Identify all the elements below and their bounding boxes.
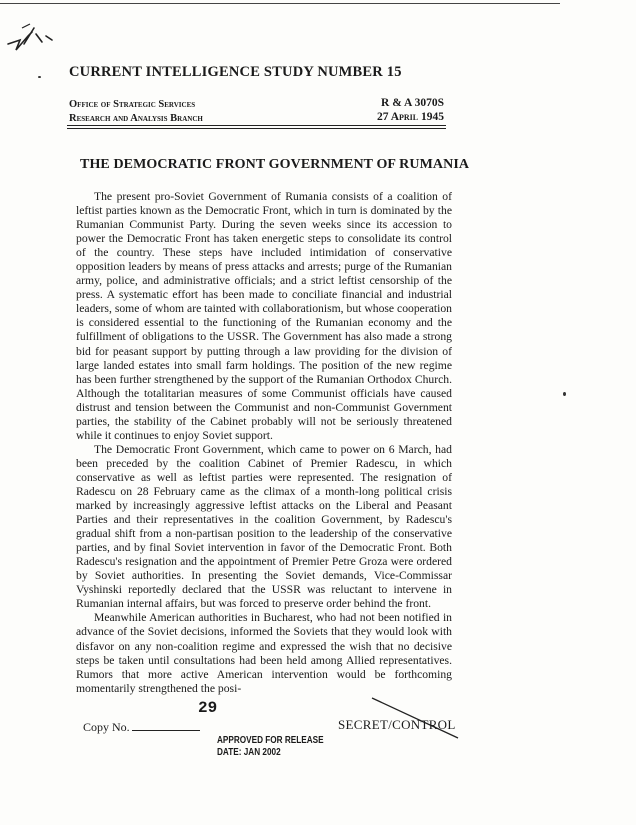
copy-number-field — [83, 720, 200, 735]
report-meta-block — [370, 96, 444, 124]
header-rule-top — [67, 125, 446, 126]
scan-speck — [38, 76, 41, 78]
copy-blank-line — [132, 721, 200, 731]
issuing-office-block — [69, 98, 203, 126]
top-edge-line — [0, 3, 560, 4]
copy-number-handwritten: 29 — [198, 699, 218, 717]
study-title: CURRENT INTELLIGENCE STUDY NUMBER 15 — [69, 64, 402, 80]
document-title: THE DEMOCRATIC FRONT GOVERNMENT OF RUMANIA — [80, 157, 470, 172]
paragraph: Meanwhile American authorities in Bucharest, who had not been notified in advance of the Soviet decisions, informed the Soviets that they would look with disfavor on any non-coalition regime and expressed the wish that no decisive steps be taken until consultations had been held among Allied representatives. Rumors that more active American intervention would be forthcoming momentarily strengthened the posi- — [76, 611, 452, 695]
paragraph: The present pro-Soviet Government of Rumania consists of a coalition of leftist parties known as the Democratic Front, which in turn is dominated by the Rumanian Communist Party. During the seven weeks since its accession to power the Democratic Front has taken energetic steps to consolidate its control of the country. These steps have included intimidation of conservative opposition leaders by means of press attacks and arrests; purge of the Rumanian army, police, and administrative officials; and a strict leftist censorship of the press. A systematic effort has been made to conciliate financial and industrial leaders, some of whom are tainted with collaborationism, but whose cooperation is considered essential to the functioning of the Rumanian economy and the fulfillment of obligations to the USSR. The Government has also made a strong bid for peasant support by putting through a law providing for the division of large landed estates into small farm holdings. The position of the new regime has been further strengthened by the support of the Rumanian Orthodox Church. Although the totalitarian measures of some Communist officials have caused distrust and tension between the Communist and non-Communist Government parties, the stability of the Cabinet probably will not be seriously threatened while it continues to enjoy Soviet support. — [76, 190, 452, 442]
report-date: 27 April 1945 — [376, 111, 444, 123]
report-number: R & A 3070S — [381, 97, 444, 109]
release-line-1: APPROVED FOR RELEASE — [217, 735, 324, 746]
copy-label: Copy No. — [83, 720, 130, 734]
header-rule-bottom — [67, 128, 446, 129]
release-line-2: DATE: JAN 2002 — [217, 747, 281, 758]
paragraph: The Democratic Front Government, which came to power on 6 March, had been preceded by the coalition Cabinet of Premier Radescu, in which conservative as well as leftist parties were represented. The resignation of Radescu on 28 February came as the climax of a month-long political crisis marked by increasingly aggressive leftist attacks on the Liberal and Peasant Parties and their representatives in the coalition Government, by Radescu's gradual shift from a non-partisan position to the leadership of the conservative parties, and by final Soviet intervention in favor of the Democratic Front. Both Radescu's resignation and the appointment of Premier Petre Groza were ordered by Soviet authorities. In presenting the Soviet demands, Vice-Commissar Vyshinski reportedly declared that the USSR was reluctant to intervene in Rumanian internal affairs, but was forced to preserve order behind the front. — [76, 442, 452, 611]
scan-speck — [563, 392, 566, 396]
classification-marking: SECRET/CONTROL — [338, 717, 456, 732]
branch-name: Research and Analysis Branch — [69, 113, 203, 124]
release-stamp — [217, 735, 324, 759]
handwritten-mark — [6, 22, 56, 60]
body-text — [76, 190, 452, 696]
office-name: Office of Strategic Services — [69, 99, 196, 110]
